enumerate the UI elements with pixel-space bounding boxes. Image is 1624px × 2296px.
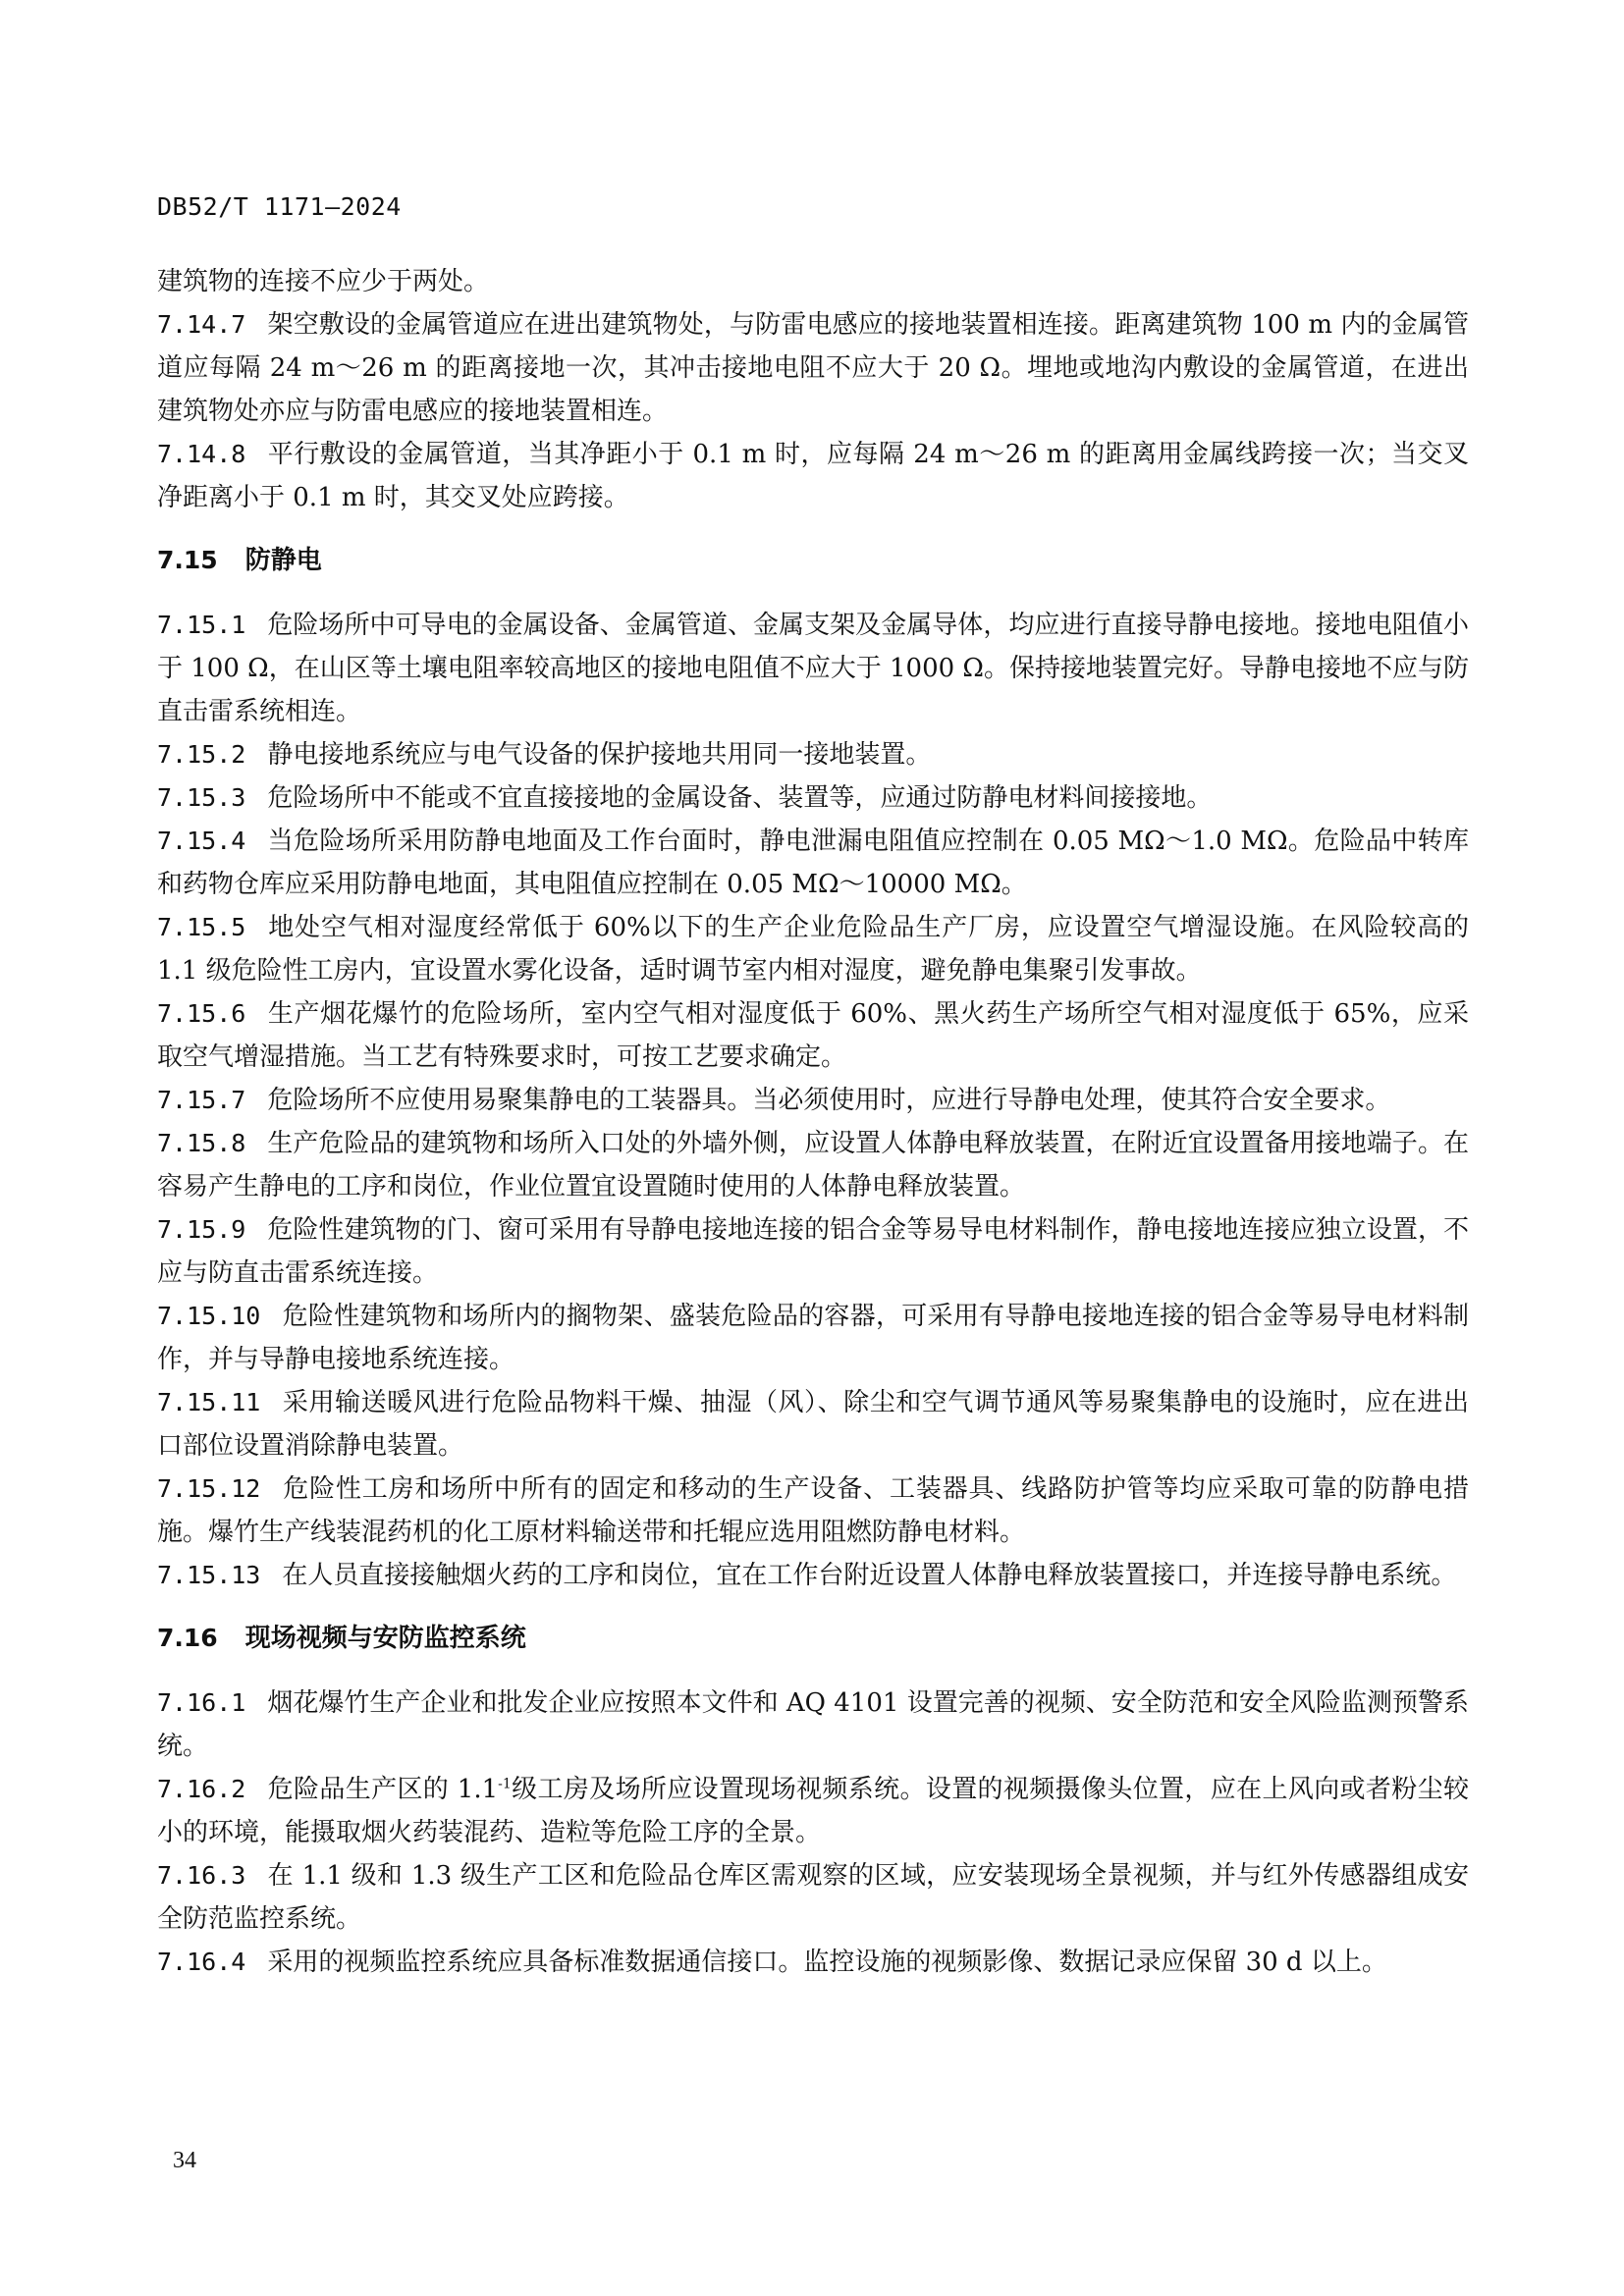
section-heading-7-16 <box>157 1617 1469 1660</box>
section-title: 现场视频与安防监控系统 <box>244 1624 526 1653</box>
clause-7-16-2 <box>157 1768 1469 1854</box>
clause-text: 危险场所中可导电的金属设备、金属管道、金属支架及金属导体，均应进行直接导静电接地。接地电阻值小于 100 Ω，在山区等土壤电阻率较高地区的接地电阻值不应大于 1000 Ω。保持接地装置完好。导静电接地不应与防直击雷系统相连。 <box>157 611 1469 726</box>
clause-number: 7.15.11 <box>157 1388 261 1416</box>
clause-7-15-8 <box>157 1122 1469 1208</box>
clause-7-15-5 <box>157 906 1469 992</box>
clause-text: 生产烟花爆竹的危险场所，室内空气相对湿度低于 60%、黑火药生产场所空气相对湿度低于 65%，应采取空气增湿措施。当工艺有特殊要求时，可按工艺要求确定。 <box>157 999 1469 1072</box>
clause-text: 架空敷设的金属管道应在进出建筑物处，与防雷电感应的接地装置相连接。距离建筑物 100 m 内的金属管道应每隔 24 m～26 m 的距离接地一次，其冲击接地电阻不应大于 20 Ω。埋地或地沟内敷设的金属管道，在进出建筑物处亦应与防雷电感应的接地装置相连。 <box>157 310 1469 426</box>
clause-7-16-4 <box>157 1941 1469 1984</box>
clause-number: 7.15.2 <box>157 740 246 769</box>
clause-text-after: 级工房及场所应设置现场视频系统。设置的视频摄像头位置，应在上风向或者粉尘较小的环境，能摄取烟火药装混药、造粒等危险工序的全景。 <box>157 1775 1469 1847</box>
clause-number: 7.16.3 <box>157 1861 246 1890</box>
clause-7-15-4 <box>157 820 1469 906</box>
clause-text: 危险性建筑物的门、窗可采用有导静电接地连接的铝合金等易导电材料制作，静电接地连接应独立设置，不应与防直击雷系统连接。 <box>157 1215 1469 1288</box>
clause-number: 7.15.10 <box>157 1302 261 1330</box>
clause-7-15-6 <box>157 992 1469 1079</box>
clause-number: 7.15.1 <box>157 611 246 639</box>
clause-text: 当危险场所采用防静电地面及工作台面时，静电泄漏电阻值应控制在 0.05 MΩ～1.0 MΩ。危险品中转库和药物仓库应采用防静电地面，其电阻值应控制在 0.05 MΩ～10000 MΩ。 <box>157 827 1469 899</box>
clause-number: 7.15.8 <box>157 1129 246 1157</box>
section-number: 7.15 <box>157 546 218 574</box>
clause-7-14-8 <box>157 433 1469 519</box>
clause-text: 建筑物的连接不应少于两处。 <box>157 267 490 296</box>
clause-number: 7.16.2 <box>157 1775 246 1803</box>
clause-number: 7.14.8 <box>157 440 246 468</box>
clause-number: 7.15.5 <box>157 913 246 941</box>
clause-number: 7.15.7 <box>157 1086 246 1114</box>
clause-number: 7.15.12 <box>157 1474 261 1503</box>
section-number: 7.16 <box>157 1624 218 1652</box>
clause-7-15-13 <box>157 1554 1469 1597</box>
clause-text: 危险性工房和场所中所有的固定和移动的生产设备、工装器具、线路防护管等均应采取可靠的防静电措施。爆竹生产线装混药机的化工原材料输送带和托辊应选用阻燃防静电材料。 <box>157 1474 1469 1547</box>
clause-text: 采用的视频监控系统应具备标准数据通信接口。监控设施的视频影像、数据记录应保留 30 d 以上。 <box>267 1948 1387 1977</box>
clause-7-15-7 <box>157 1079 1469 1122</box>
clause-number: 7.15.9 <box>157 1215 246 1244</box>
document-body <box>157 260 1469 1984</box>
clause-7-14-7 <box>157 303 1469 433</box>
clause-7-15-9 <box>157 1208 1469 1295</box>
clause-number: 7.15.13 <box>157 1561 261 1589</box>
clause-text: 静电接地系统应与电气设备的保护接地共用同一接地装置。 <box>267 740 932 770</box>
clause-continuation <box>157 260 1469 303</box>
clause-text: 烟花爆竹生产企业和批发企业应按照本文件和 AQ 4101 设置完善的视频、安全防范和安全风险监测预警系统。 <box>157 1688 1469 1761</box>
clause-7-15-11 <box>157 1381 1469 1468</box>
clause-text: 地处空气相对湿度经常低于 60%以下的生产企业危险品生产厂房，应设置空气增湿设施。在风险较高的 1.1 级危险性工房内，宜设置水雾化设备，适时调节室内相对湿度，避免静电集聚引发事故。 <box>157 913 1469 986</box>
page-number: 34 <box>173 2148 196 2173</box>
clause-number: 7.15.6 <box>157 999 246 1028</box>
clause-text: 危险性建筑物和场所内的搁物架、盛装危险品的容器，可采用有导静电接地连接的铝合金等易导电材料制作，并与导静电接地系统连接。 <box>157 1302 1469 1374</box>
clause-7-15-10 <box>157 1295 1469 1381</box>
clause-text-before: 危险品生产区的 1.1 <box>267 1775 499 1804</box>
clause-text: 生产危险品的建筑物和场所入口处的外墙外侧，应设置人体静电释放装置，在附近宜设置备用接地端子。在容易产生静电的工序和岗位，作业位置宜设置随时使用的人体静电释放装置。 <box>157 1129 1469 1201</box>
clause-text: 在人员直接接触烟火药的工序和岗位，宜在工作台附近设置人体静电释放装置接口，并连接导静电系统。 <box>282 1561 1457 1590</box>
document-code: DB52/T 1171—2024 <box>157 192 402 221</box>
clause-text: 平行敷设的金属管道，当其净距小于 0.1 m 时，应每隔 24 m～26 m 的距离用金属线跨接一次；当交叉净距离小于 0.1 m 时，其交叉处应跨接。 <box>157 440 1469 512</box>
clause-7-16-3 <box>157 1854 1469 1941</box>
clause-number: 7.15.3 <box>157 783 246 812</box>
section-heading-7-15 <box>157 539 1469 582</box>
clause-7-15-12 <box>157 1468 1469 1554</box>
clause-7-15-2 <box>157 733 1469 776</box>
clause-text: 危险场所中不能或不宜直接接地的金属设备、装置等，应通过防静电材料间接接地。 <box>267 783 1213 813</box>
clause-number: 7.14.7 <box>157 310 246 339</box>
section-title: 防静电 <box>244 546 322 575</box>
clause-7-16-1 <box>157 1682 1469 1768</box>
clause-7-15-3 <box>157 776 1469 820</box>
clause-number: 7.15.4 <box>157 827 246 855</box>
clause-number: 7.16.4 <box>157 1948 246 1976</box>
clause-text: 危险场所不应使用易聚集静电的工装器具。当必须使用时，应进行导静电处理，使其符合安全要求。 <box>267 1086 1391 1115</box>
clause-text: 采用输送暖风进行危险品物料干燥、抽湿（风）、除尘和空气调节通风等易聚集静电的设施时，应在进出口部位设置消除静电装置。 <box>157 1388 1469 1461</box>
clause-number: 7.16.1 <box>157 1688 246 1717</box>
superscript: -1 <box>498 1776 512 1792</box>
clause-7-15-1 <box>157 604 1469 733</box>
clause-text: 在 1.1 级和 1.3 级生产工区和危险品仓库区需观察的区域，应安装现场全景视频，并与红外传感器组成安全防范监控系统。 <box>157 1861 1469 1934</box>
